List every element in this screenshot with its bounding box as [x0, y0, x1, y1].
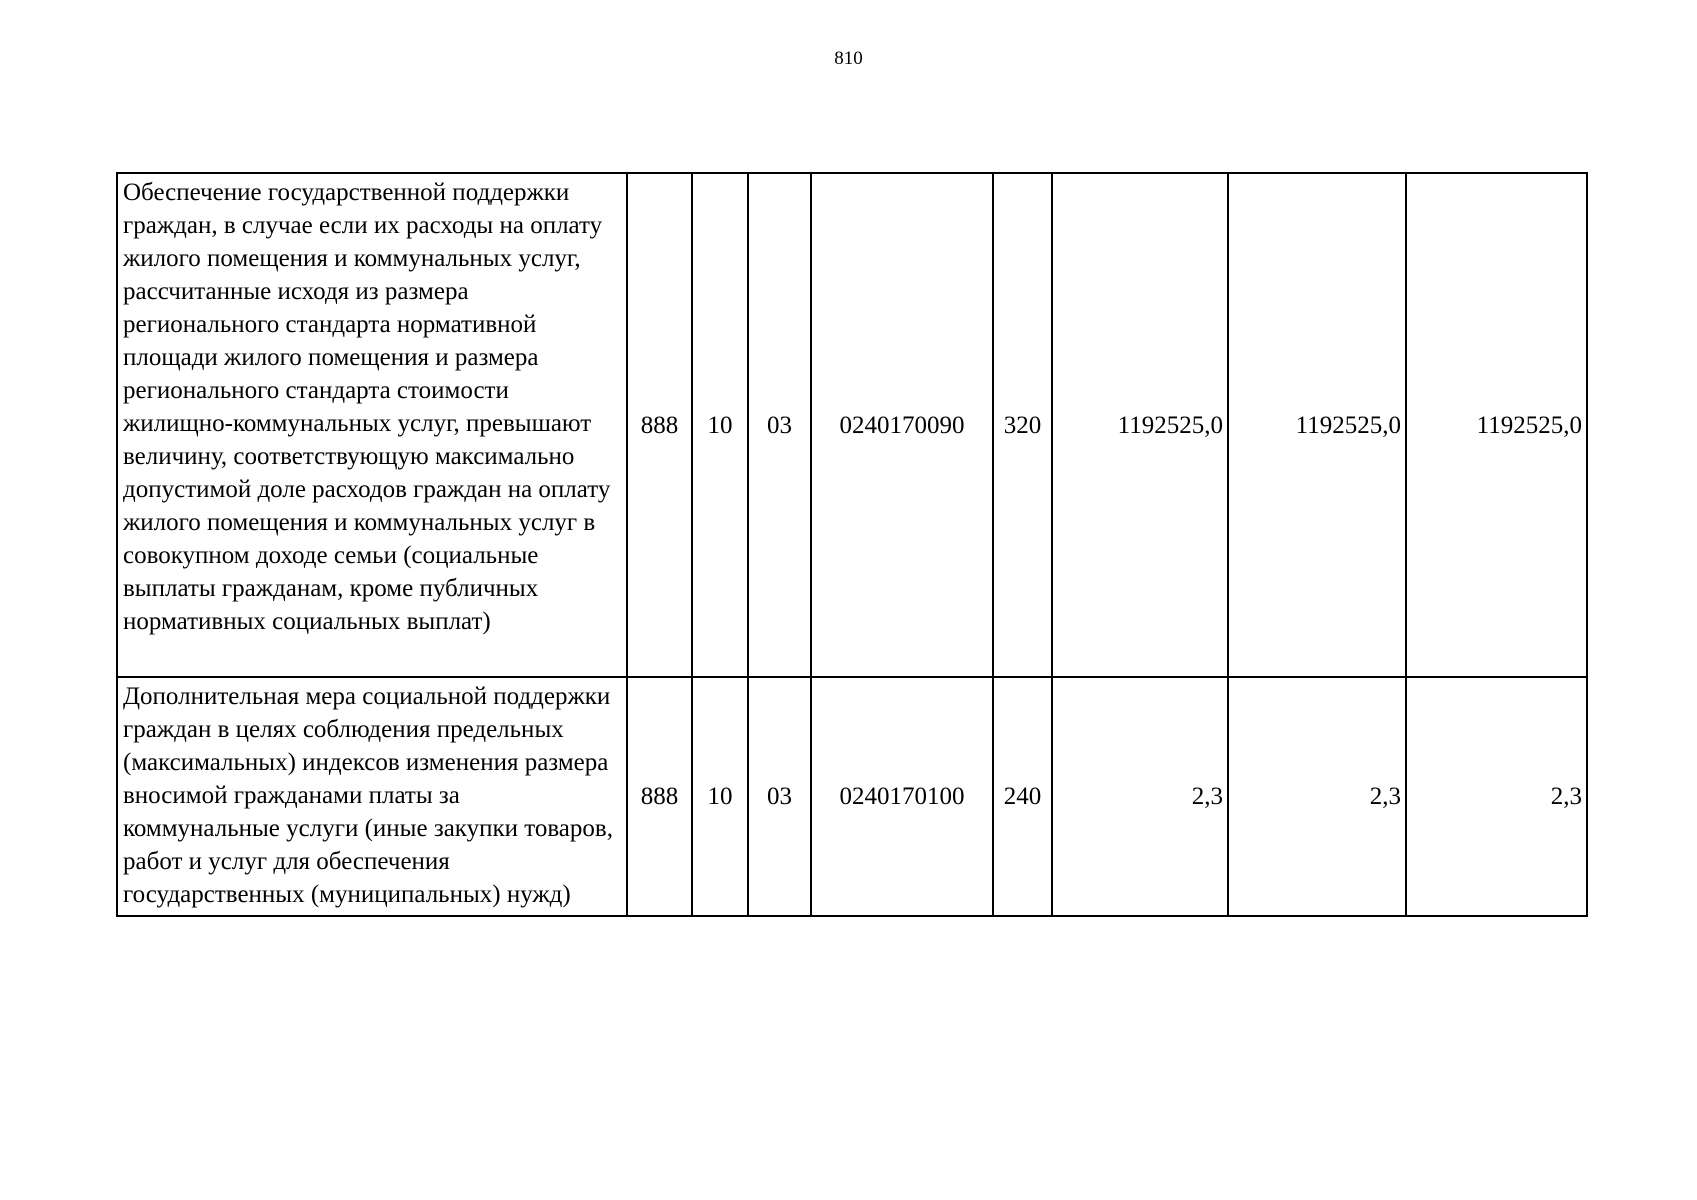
- section-code: 10: [692, 173, 748, 677]
- subsection-code: 03: [748, 677, 811, 916]
- subsection-code: 03: [748, 173, 811, 677]
- amount-year-3: 1192525,0: [1406, 173, 1587, 677]
- amount-year-2: 1192525,0: [1228, 173, 1406, 677]
- budget-table: [116, 172, 1588, 917]
- expense-type-code: 240: [993, 677, 1052, 916]
- row-description: Обеспечение государственной поддержки граждан, в случае если их расходы на оплату жилого помещения и коммунальных услуг, рассчитанные исходя из размера регионального стандарта нормативной площади жилого помещения и размера регионального стандарта стоимости жилищно-коммунальных услуг, превышают величину, соответствующую максимально допустимой доле расходов граждан на оплату жилого помещения и коммунальных услуг в совокупном доходе семьи (социальные выплаты гражданам, кроме публичных нормативных социальных выплат): [117, 173, 627, 677]
- target-article-code: 0240170090: [811, 173, 993, 677]
- ministry-code: 888: [627, 677, 692, 916]
- ministry-code: 888: [627, 173, 692, 677]
- amount-year-1: 2,3: [1052, 677, 1228, 916]
- amount-year-1: 1192525,0: [1052, 173, 1228, 677]
- page-number: 810: [834, 48, 863, 69]
- amount-year-2: 2,3: [1228, 677, 1406, 916]
- table-row: [117, 677, 1587, 916]
- expense-type-code: 320: [993, 173, 1052, 677]
- target-article-code: 0240170100: [811, 677, 993, 916]
- amount-year-3: 2,3: [1406, 677, 1587, 916]
- section-code: 10: [692, 677, 748, 916]
- table-row: [117, 173, 1587, 677]
- row-description: Дополнительная мера социальной поддержки граждан в целях соблюдения предельных (максимальных) индексов изменения размера вносимой гражданами платы за коммунальные услуги (иные закупки товаров, работ и услуг для обеспечения государственных (муниципальных) нужд): [117, 677, 627, 916]
